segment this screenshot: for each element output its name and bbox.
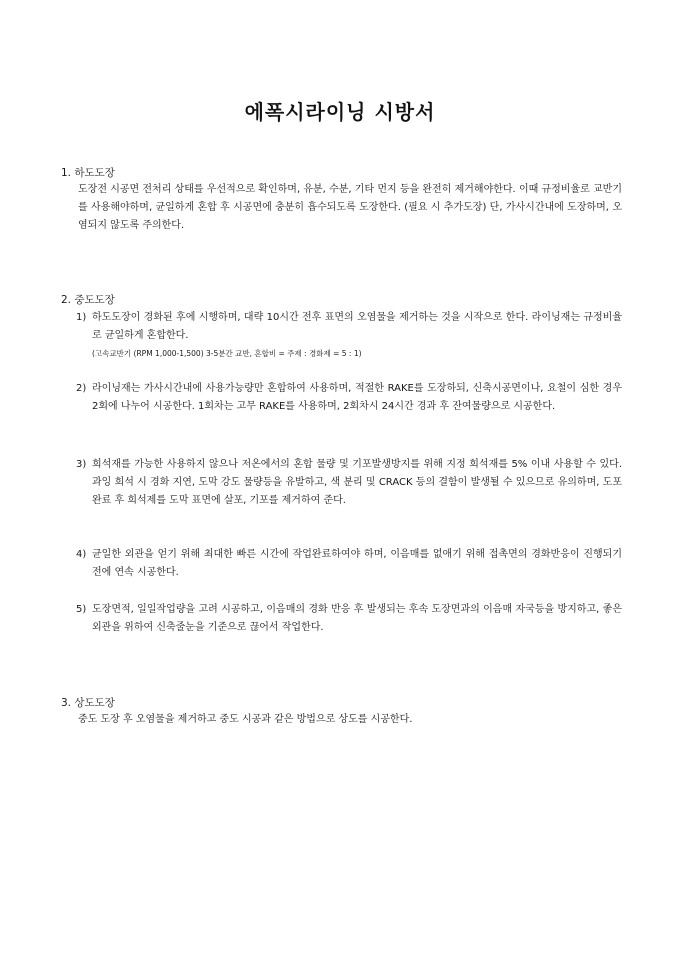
list-item [76,601,622,637]
list-item [76,456,622,510]
list-item-number: 4) [76,549,87,560]
list-item-number: 1) [76,312,87,323]
section-3-body: 중도 도장 후 오염물을 제거하고 중도 시공과 같은 방법으로 상도를 시공한다. [78,714,413,725]
list-item-text: 희석재를 가능한 사용하지 않으나 저온에서의 혼합 물량 및 기포발생방지를 위해 지정 희석재를 5% 이내 사용할 수 있다. 과잉 희석 시 경화 지연, 도막 강도 물량등을 유발하고, 색 분리 및 CRACK 등의 결함이 발생될 수 있으므로 유의하며, 도포 완료 후 희석제를 도막 표면에 살포, 기포를 제거하여 준다. [92,459,622,506]
list-item-text: 도장면적, 일일작업량을 고려 시공하고, 이음매의 경화 반응 후 발생되는 후속 도장면과의 이음매 자국등을 방지하고, 좋은 외관을 위하여 신축줄눈을 기준으로 끊어서 작업한다. [92,604,622,633]
list-item-text: 하도도장이 경화된 후에 시행하며, 대략 10시간 전후 표면의 오염물을 제거하는 것을 시작으로 한다. 라이닝재는 규정비율로 균일하게 혼합한다. [92,312,622,341]
list-item-number: 5) [76,604,87,615]
mixing-note: (고속교반기 (RPM 1,000-1,500) 3-5분간 교반, 혼합비 = 주제 : 경화제 = 5 : 1) [92,349,362,358]
document-title: 에폭시라이닝 시방서 [244,100,436,124]
list-item-text: 균일한 외관을 얻기 위해 최대한 빠른 시간에 작업완료하여야 하며, 이음매를 없애기 위해 접촉면의 경화반응이 진행되기 전에 연속 시공한다. [92,549,622,578]
section-1-heading: 1. 하도도장 [61,167,115,179]
list-item-text: 라이닝재는 가사시간내에 사용가능량만 혼합하여 사용하며, 적절한 RAKE를 도장하되, 신축시공면이나, 요철이 심한 경우 2회에 나누어 시공한다. 1회차는 고무 RAKE를 사용하며, 2회차시 24시간 경과 후 잔여물량으로 시공한다. [92,383,622,412]
list-item [76,380,622,416]
section-3-heading: 3. 상도도장 [61,697,115,709]
section-1-body: 도장전 시공면 전처리 상태를 우선적으로 확인하며, 유분, 수분, 기타 먼지 등을 완전히 제거해야한다. 이때 규정비율로 교반기를 사용해야하며, 균일하게 혼합 후 시공면에 충분히 흡수되도록 도장한다. (필요 시 추가도장) 단, 가사시간내에 도장하며, 오염되지 않도록 주의한다. [78,184,622,231]
list-item [76,309,622,361]
section-2-heading: 2. 중도도장 [61,294,115,306]
list-item [76,546,622,582]
list-item-number: 2) [76,383,87,394]
list-item-number: 3) [76,459,87,470]
